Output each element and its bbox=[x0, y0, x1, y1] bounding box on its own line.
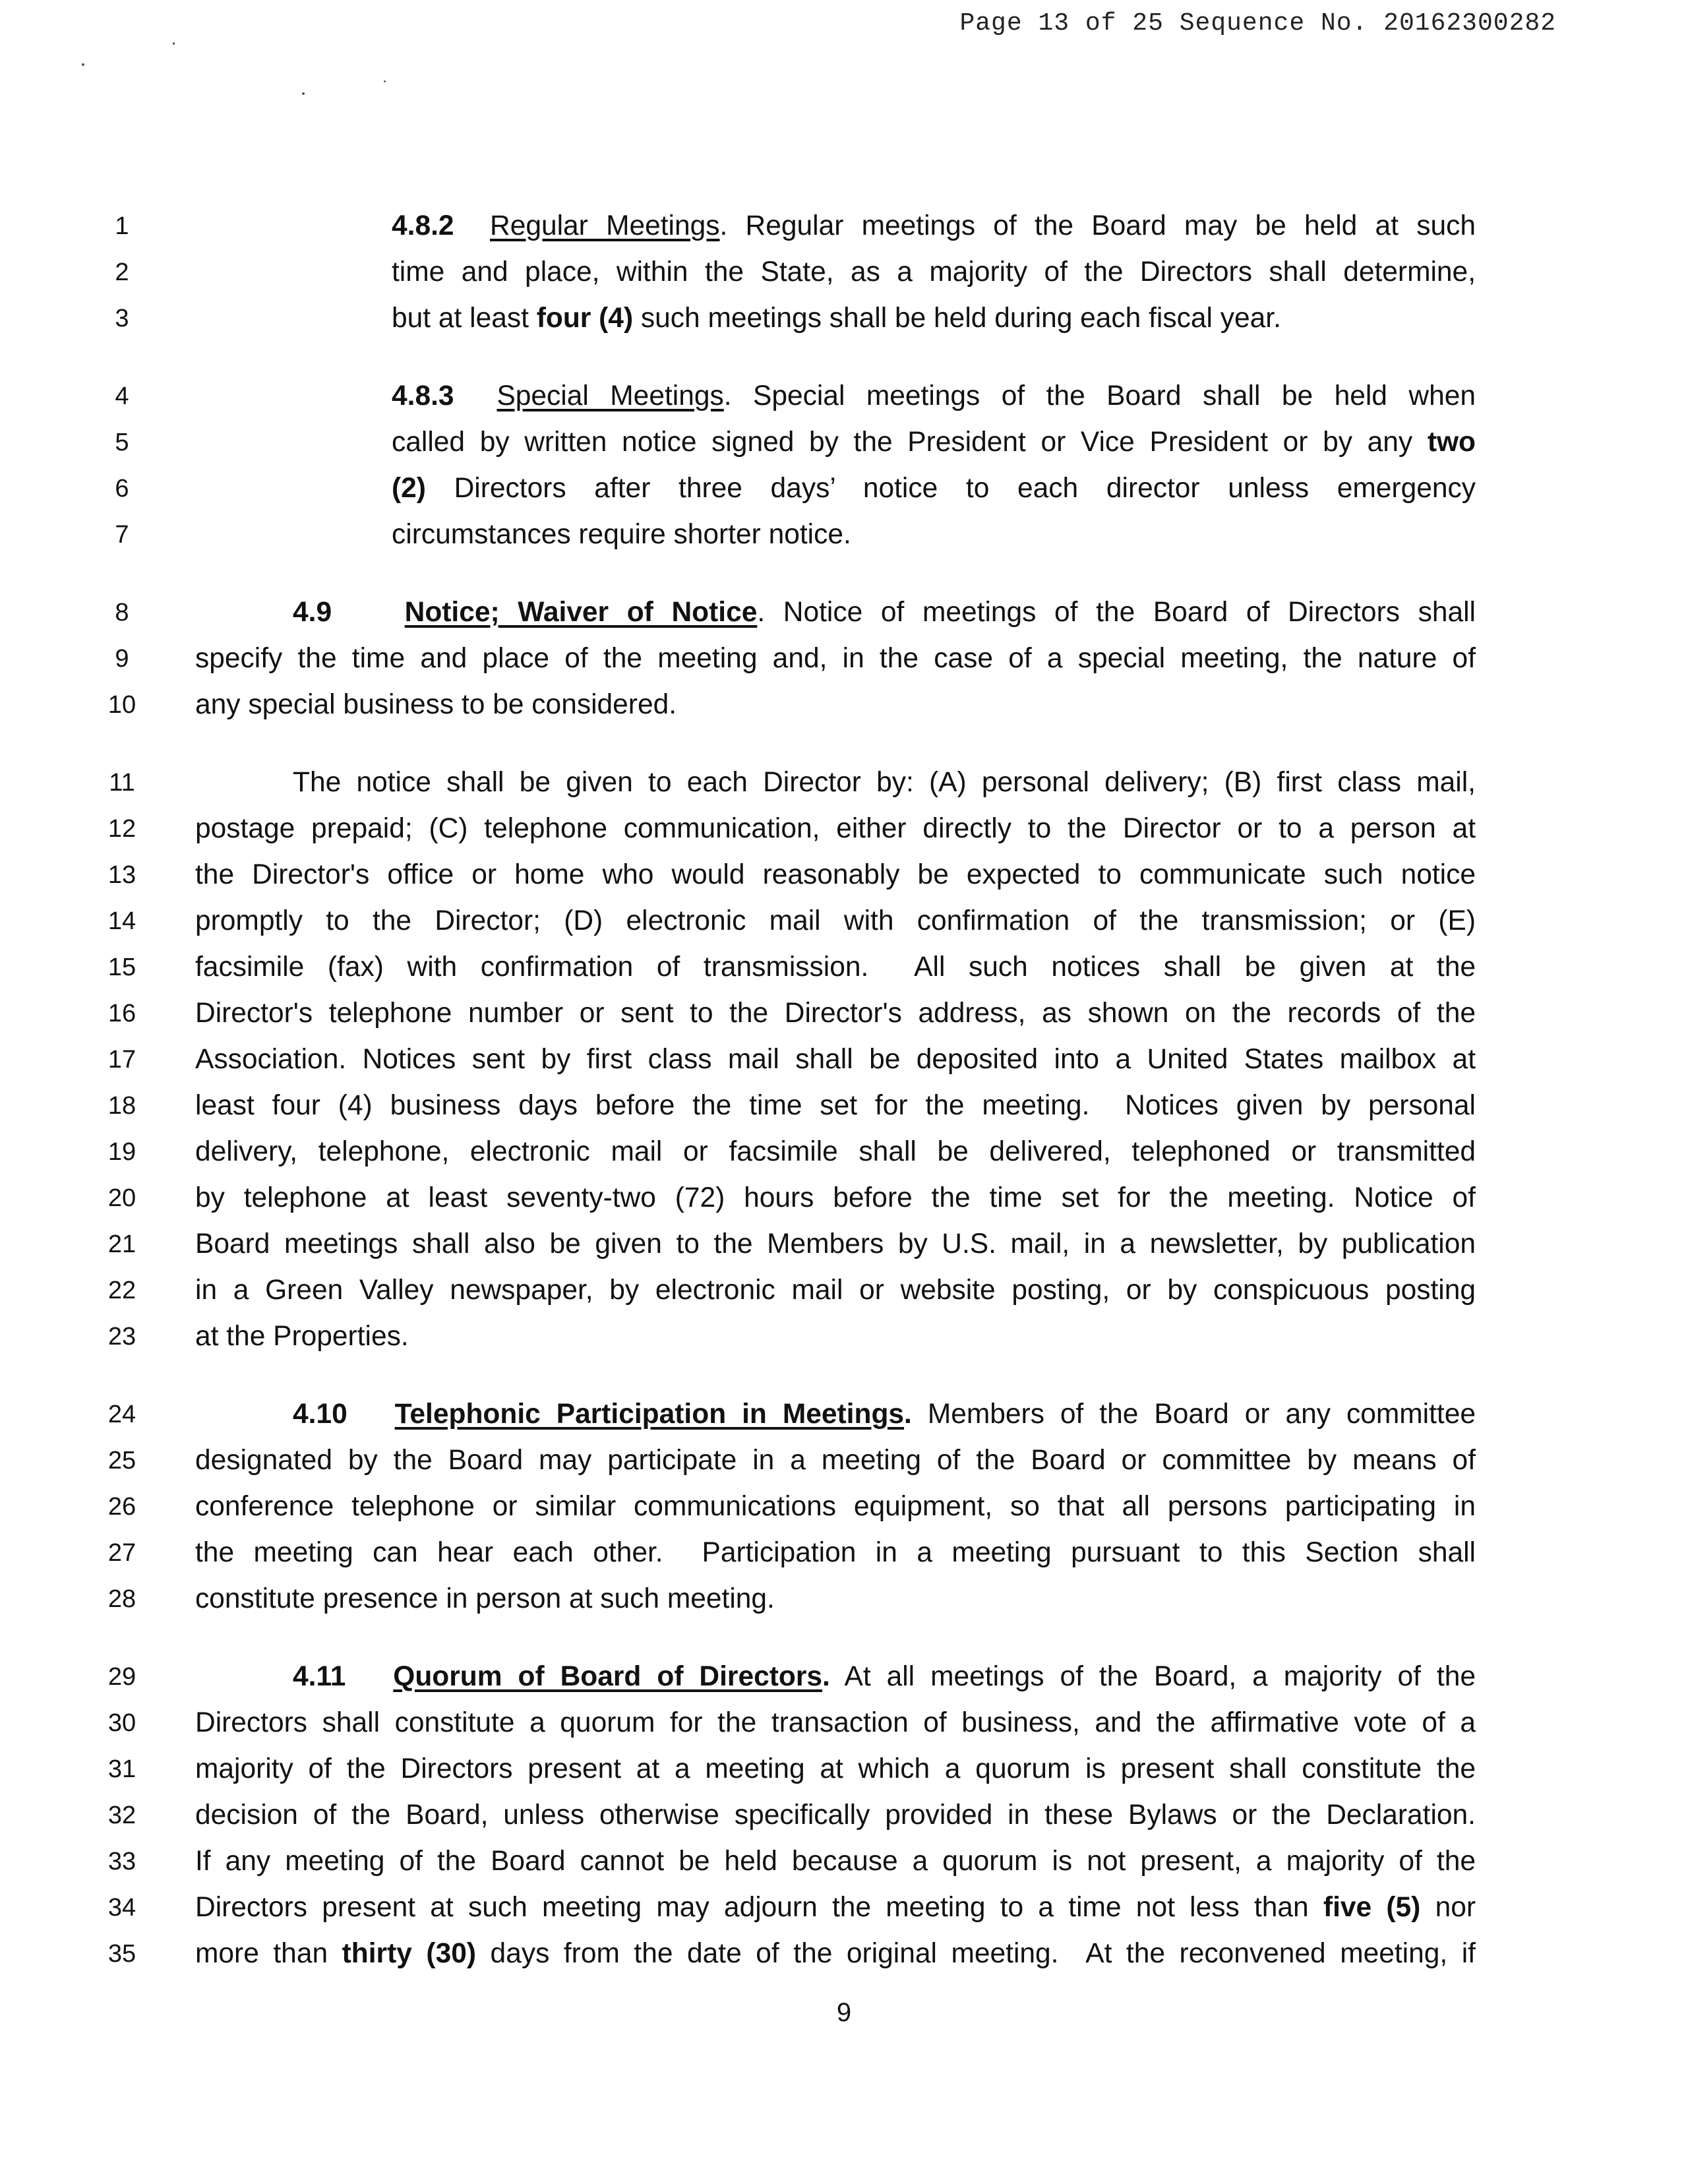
line-number: 24 bbox=[107, 1401, 136, 1428]
text-run: time and place, within the State, as a majority of the Directors shall determine, bbox=[392, 257, 1476, 288]
line-number: 29 bbox=[107, 1663, 136, 1691]
text-run: Directors after three days’ notice to each director unless emergency bbox=[425, 473, 1476, 504]
text-run: Association. Notices sent by first class mail shall be deposited into a United States mailbox at bbox=[195, 1044, 1476, 1075]
section-heading: Telephonic Participation in Meetings bbox=[394, 1399, 905, 1430]
text-run: at the Properties. bbox=[195, 1321, 409, 1352]
line-number: 27 bbox=[107, 1539, 136, 1567]
line-number: 20 bbox=[107, 1184, 136, 1212]
text-line bbox=[392, 512, 1476, 558]
text-line bbox=[392, 419, 1476, 466]
text-line bbox=[195, 1037, 1476, 1083]
text-line bbox=[195, 852, 1476, 898]
line-number: 1 bbox=[115, 212, 129, 240]
text-run: the meeting can hear each other. Participation in a meeting pursuant to this Section shall bbox=[195, 1537, 1476, 1568]
text-line bbox=[195, 898, 1476, 944]
text-run: by telephone at least seventy-two (72) hours before the time set for the meeting. Notice of bbox=[195, 1182, 1476, 1213]
text-run: such meetings shall be held during each fiscal year. bbox=[633, 303, 1281, 334]
text-run: promptly to the Director; (D) electronic mail with confirmation of the transmission; or (E) bbox=[195, 905, 1476, 936]
text-run: in a Green Valley newspaper, by electronic mail or website posting, or by conspicuous posting bbox=[195, 1275, 1476, 1306]
text-line bbox=[195, 1175, 1476, 1221]
text-line bbox=[195, 1438, 1476, 1484]
text-line bbox=[392, 295, 1476, 342]
text-run: the Director's office or home who would reasonably be expected to communicate such notice bbox=[195, 859, 1476, 890]
line-number: 8 bbox=[115, 599, 129, 626]
line-number: 14 bbox=[107, 907, 136, 935]
text-line bbox=[195, 1129, 1476, 1175]
section-heading: Quorum of Board of Directors bbox=[393, 1661, 823, 1692]
line-number: 33 bbox=[107, 1848, 136, 1875]
text-run: At all meetings of the Board, a majority of the bbox=[829, 1661, 1476, 1692]
text-run: . Special meetings of the Board shall be held when bbox=[723, 380, 1476, 411]
text-run bbox=[346, 1661, 393, 1692]
bold-text: . bbox=[904, 1399, 912, 1430]
line-number: 25 bbox=[107, 1447, 136, 1474]
text-run bbox=[332, 597, 405, 628]
text-run: Members of the Board or any committee bbox=[911, 1399, 1476, 1430]
line-number: 9 bbox=[115, 645, 129, 673]
text-line bbox=[195, 1700, 1476, 1746]
text-run bbox=[454, 380, 497, 411]
text-run: more than bbox=[195, 1938, 342, 1969]
text-run: specify the time and place of the meeting and, in the case of a special meeting, the nature of bbox=[195, 643, 1476, 674]
text-line bbox=[195, 806, 1476, 852]
text-run: constitute presence in person at such meeting. bbox=[195, 1583, 775, 1614]
bold-text: 4.8.2 bbox=[392, 210, 454, 241]
line-number: 6 bbox=[115, 475, 129, 502]
text-run: decision of the Board, unless otherwise specifically provided in these Bylaws or the Declaration. bbox=[195, 1800, 1476, 1831]
text-line bbox=[293, 590, 1476, 636]
text-line bbox=[392, 203, 1476, 249]
line-number: 22 bbox=[107, 1277, 136, 1304]
text-run: postage prepaid; (C) telephone communication, either directly to the Director or to a person at bbox=[195, 813, 1476, 844]
section-heading: Notice; Waiver of Notice bbox=[404, 597, 758, 628]
bold-text: thirty (30) bbox=[342, 1938, 477, 1969]
text-run: days from the date of the original meeting. At the reconvened meeting, if bbox=[476, 1938, 1476, 1969]
text-line bbox=[293, 760, 1476, 806]
bold-text: four (4) bbox=[536, 303, 634, 334]
page-number: 9 bbox=[836, 1998, 852, 2027]
line-number: 34 bbox=[107, 1894, 136, 1922]
text-run: Director's telephone number or sent to the Director's address, as shown on the records of the bbox=[195, 998, 1476, 1029]
text-line bbox=[195, 1792, 1476, 1838]
text-line bbox=[392, 373, 1476, 419]
text-line bbox=[195, 1885, 1476, 1931]
line-number: 11 bbox=[109, 769, 135, 797]
bold-text: 4.10 bbox=[293, 1399, 347, 1430]
line-number: 4 bbox=[115, 382, 129, 410]
text-line bbox=[392, 466, 1476, 512]
page-header-sequence: Page 13 of 25 Sequence No. 20162300282 bbox=[959, 9, 1556, 38]
text-line bbox=[293, 1654, 1476, 1700]
text-run: facsimile (fax) with confirmation of transmission. All such notices shall be given at the bbox=[195, 952, 1476, 983]
text-line bbox=[195, 1484, 1476, 1530]
text-line bbox=[195, 682, 1476, 728]
text-run: delivery, telephone, electronic mail or facsimile shall be delivered, telephoned or transmitted bbox=[195, 1136, 1476, 1167]
bold-text: 4.11 bbox=[293, 1661, 346, 1692]
line-number: 3 bbox=[115, 305, 129, 332]
line-number: 21 bbox=[107, 1230, 136, 1258]
text-run: Directors present at such meeting may adjourn the meeting to a time not less than bbox=[195, 1892, 1323, 1923]
text-run bbox=[454, 210, 490, 241]
text-run: but at least bbox=[392, 303, 537, 334]
text-run bbox=[347, 1399, 395, 1430]
text-line bbox=[195, 1746, 1476, 1792]
text-run: The notice shall be given to each Director by: (A) personal delivery; (B) first class mail, bbox=[293, 767, 1476, 798]
line-number: 5 bbox=[115, 429, 129, 456]
line-number: 31 bbox=[107, 1755, 136, 1783]
line-number: 32 bbox=[107, 1802, 136, 1829]
text-run: circumstances require shorter notice. bbox=[392, 519, 851, 550]
text-run: . Notice of meetings of the Board of Directors shall bbox=[757, 597, 1476, 628]
text-run: If any meeting of the Board cannot be held because a quorum is not present, a majority of the bbox=[195, 1846, 1476, 1877]
line-number: 18 bbox=[107, 1092, 136, 1120]
text-run: conference telephone or similar communications equipment, so that all persons participating in bbox=[195, 1491, 1476, 1522]
line-number: 13 bbox=[107, 861, 136, 889]
text-run: nor bbox=[1420, 1892, 1476, 1923]
text-run: . Regular meetings of the Board may be held at such bbox=[719, 210, 1476, 241]
line-number: 16 bbox=[107, 1000, 136, 1027]
text-line bbox=[195, 1838, 1476, 1885]
line-number: 15 bbox=[107, 954, 136, 981]
text-line bbox=[195, 636, 1476, 682]
text-line bbox=[195, 1083, 1476, 1129]
text-run: majority of the Directors present at a meeting at which a quorum is present shall constitute the bbox=[195, 1753, 1476, 1784]
text-line bbox=[293, 1391, 1476, 1438]
text-run: least four (4) business days before the time set for the meeting. Notices given by personal bbox=[195, 1090, 1476, 1121]
text-line bbox=[195, 944, 1476, 990]
text-run: called by written notice signed by the President or Vice President or by any bbox=[392, 427, 1428, 458]
line-number: 23 bbox=[107, 1323, 136, 1350]
text-run: Board meetings shall also be given to the Members by U.S. mail, in a newsletter, by publication bbox=[195, 1228, 1476, 1259]
text-run: designated by the Board may participate in a meeting of the Board or committee by means of bbox=[195, 1445, 1476, 1476]
text-line bbox=[392, 249, 1476, 295]
bold-text: two bbox=[1427, 427, 1476, 458]
text-line bbox=[195, 990, 1476, 1037]
line-number: 7 bbox=[115, 521, 129, 549]
bold-text: five (5) bbox=[1323, 1892, 1421, 1923]
bold-text: . bbox=[822, 1661, 830, 1692]
section-heading: Special Meetings bbox=[497, 380, 724, 411]
text-line bbox=[195, 1314, 1476, 1360]
line-number: 10 bbox=[107, 691, 136, 719]
line-number: 17 bbox=[107, 1046, 136, 1074]
scan-specks bbox=[0, 0, 462, 119]
text-line bbox=[195, 1530, 1476, 1576]
text-line bbox=[195, 1221, 1476, 1267]
text-line bbox=[195, 1267, 1476, 1314]
bold-text: (2) bbox=[392, 473, 426, 504]
section-heading: Regular Meetings bbox=[490, 210, 720, 241]
line-number: 12 bbox=[107, 815, 136, 843]
text-line bbox=[195, 1576, 1476, 1622]
bold-text: 4.9 bbox=[293, 597, 332, 628]
line-number: 30 bbox=[107, 1709, 136, 1737]
text-run: any special business to be considered. bbox=[195, 689, 677, 720]
text-run: Directors shall constitute a quorum for the transaction of business, and the affirmative vote of a bbox=[195, 1707, 1476, 1738]
line-number: 26 bbox=[107, 1493, 136, 1521]
line-number: 28 bbox=[107, 1585, 136, 1613]
line-number: 19 bbox=[107, 1138, 136, 1166]
bold-text: 4.8.3 bbox=[392, 380, 454, 411]
line-number: 35 bbox=[107, 1940, 136, 1968]
text-line bbox=[195, 1931, 1476, 1977]
line-number: 2 bbox=[115, 258, 129, 286]
